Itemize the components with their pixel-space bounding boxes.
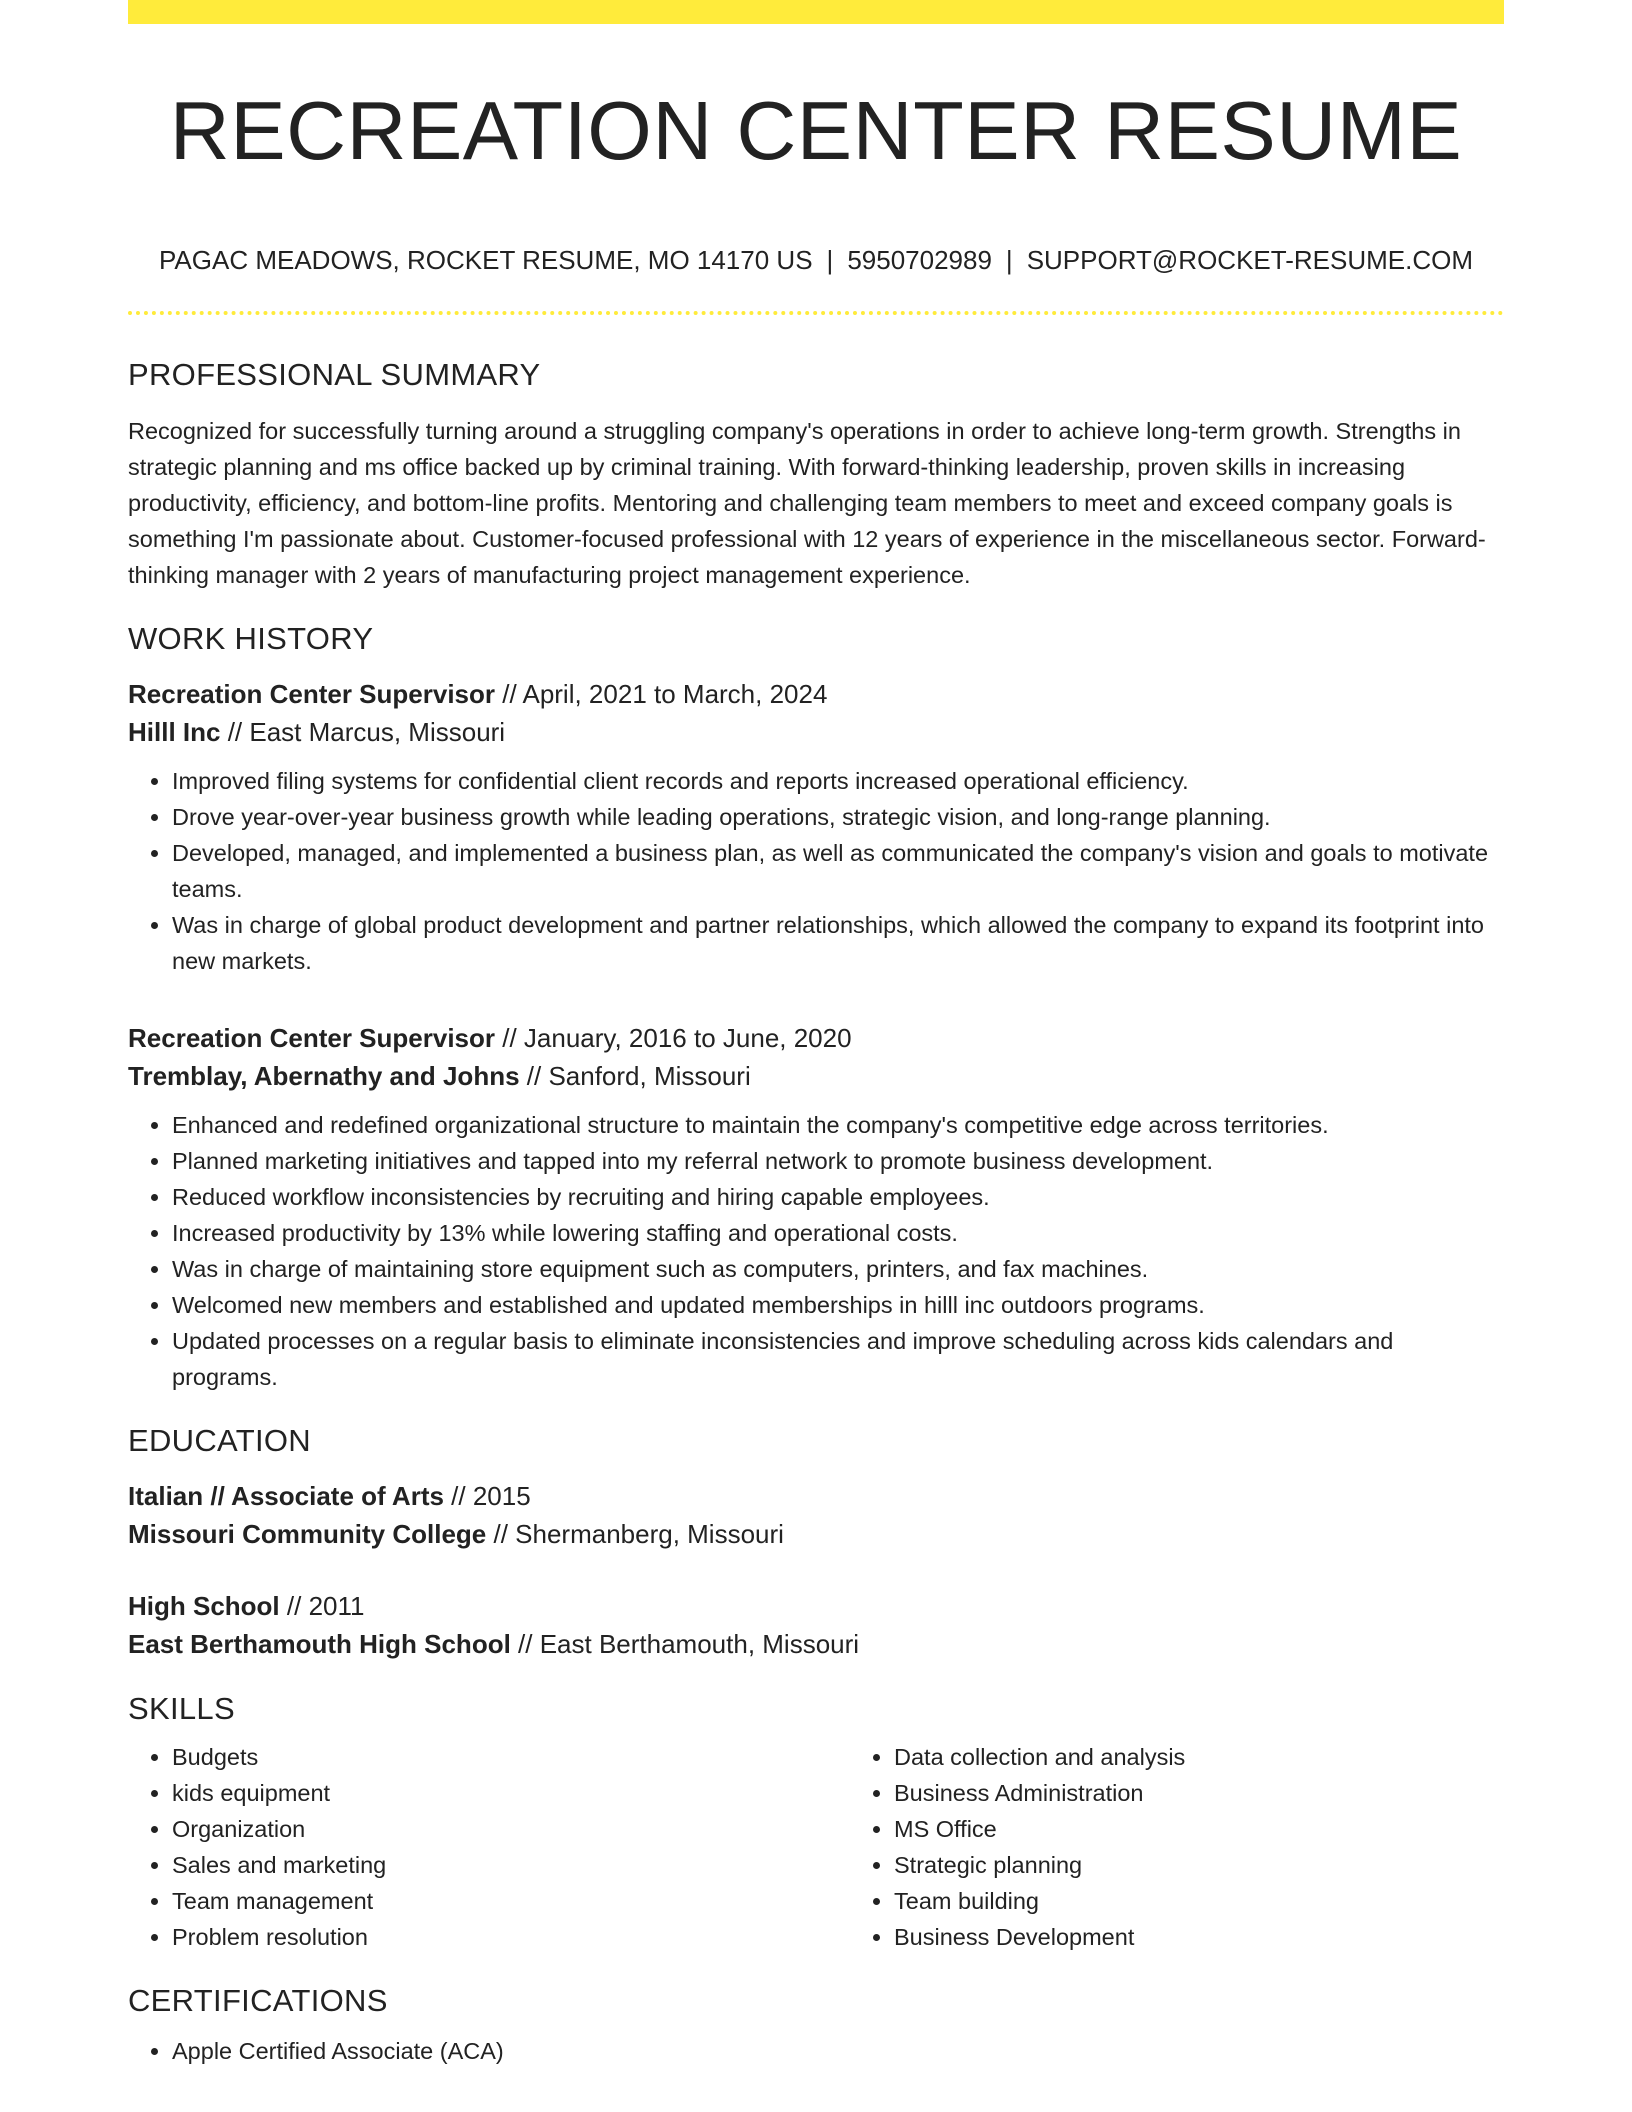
graduation-year: // 2011	[279, 1591, 365, 1621]
contact-separator: |	[1005, 245, 1013, 275]
degree-line	[128, 1477, 1504, 1515]
list-item: • Organization	[172, 1811, 850, 1847]
list-item: • Developed, managed, and implemented a business plan, as well as communicated the company's vision and goals to motivate teams.	[172, 835, 1504, 907]
job-title: Recreation Center Supervisor	[128, 679, 496, 709]
school-location: // East Berthamouth, Missouri	[510, 1629, 860, 1659]
job-location: // Sanford, Missouri	[519, 1061, 751, 1091]
job-company: Tremblay, Abernathy and Johns	[128, 1061, 520, 1091]
dotted-divider	[128, 311, 1504, 315]
contact-separator: |	[826, 245, 834, 275]
certifications-list	[128, 2033, 1504, 2069]
skills-section	[128, 1689, 1504, 1955]
list-item: • Business Development	[894, 1919, 1572, 1955]
school-line	[128, 1625, 1504, 1663]
contact-line	[128, 245, 1504, 275]
resume-title: RECREATION CENTER RESUME	[169, 84, 1463, 177]
education-entry	[128, 1587, 1504, 1663]
summary-heading: PROFESSIONAL SUMMARY	[128, 357, 541, 392]
list-item: • Team building	[894, 1883, 1572, 1919]
education-heading: EDUCATION	[128, 1423, 311, 1458]
job-entry	[128, 675, 1504, 979]
list-item: • Business Administration	[894, 1775, 1572, 1811]
list-item: • Was in charge of maintaining store equipment such as computers, printers, and fax machines.	[172, 1251, 1504, 1287]
skills-heading: SKILLS	[128, 1691, 235, 1726]
work-history-section	[128, 619, 1504, 1395]
job-bullets	[128, 1107, 1504, 1395]
graduation-year: // 2015	[443, 1481, 531, 1511]
job-entry	[128, 1019, 1504, 1395]
list-item: • Reduced workflow inconsistencies by recruiting and hiring capable employees.	[172, 1179, 1504, 1215]
contact-address: PAGAC MEADOWS, ROCKET RESUME, MO 14170 US	[159, 245, 813, 275]
degree-line	[128, 1587, 1504, 1625]
job-dates: // January, 2016 to June, 2020	[495, 1023, 852, 1053]
job-title-line	[128, 1019, 1504, 1057]
school-location: // Shermanberg, Missouri	[486, 1519, 784, 1549]
list-item: • Enhanced and redefined organizational structure to maintain the company's competitive edge across territories.	[172, 1107, 1504, 1143]
contact-email: SUPPORT@ROCKET-RESUME.COM	[1026, 245, 1473, 275]
list-item: • Strategic planning	[894, 1847, 1572, 1883]
summary-section	[128, 355, 1504, 593]
certifications-heading: CERTIFICATIONS	[128, 1983, 388, 2018]
list-item: • Sales and marketing	[172, 1847, 850, 1883]
school-name: East Berthamouth High School	[128, 1629, 511, 1659]
skills-list-left	[128, 1739, 850, 1955]
list-item: • Drove year-over-year business growth while leading operations, strategic vision, and long-range planning.	[172, 799, 1504, 835]
list-item: • Budgets	[172, 1739, 850, 1775]
list-item: • Apple Certified Associate (ACA)	[172, 2033, 1504, 2069]
education-entry	[128, 1477, 1504, 1553]
list-item: • Planned marketing initiatives and tapped into my referral network to promote business development.	[172, 1143, 1504, 1179]
education-section	[128, 1421, 1504, 1663]
work-history-heading: WORK HISTORY	[128, 621, 374, 656]
skills-columns	[128, 1739, 1504, 1955]
resume-content	[128, 0, 1504, 2069]
list-item: • kids equipment	[172, 1775, 850, 1811]
skills-list-right	[850, 1739, 1572, 1955]
school-name: Missouri Community College	[128, 1519, 487, 1549]
school-line	[128, 1515, 1504, 1553]
job-location: // East Marcus, Missouri	[220, 717, 506, 747]
degree: Italian // Associate of Arts	[128, 1481, 444, 1511]
job-company: Hilll Inc	[128, 717, 221, 747]
job-company-line	[128, 713, 1504, 751]
list-item: • Data collection and analysis	[894, 1739, 1572, 1775]
list-item: • Problem resolution	[172, 1919, 850, 1955]
job-dates: // April, 2021 to March, 2024	[495, 679, 828, 709]
list-item: • Updated processes on a regular basis to eliminate inconsistencies and improve scheduling across kids calendars and programs.	[172, 1323, 1504, 1395]
certifications-section	[128, 1981, 1504, 2069]
job-company-line	[128, 1057, 1504, 1095]
list-item: • Team management	[172, 1883, 850, 1919]
list-item: • Welcomed new members and established and updated memberships in hilll inc outdoors programs.	[172, 1287, 1504, 1323]
degree: High School	[128, 1591, 280, 1621]
job-title: Recreation Center Supervisor	[128, 1023, 496, 1053]
job-title-line	[128, 675, 1504, 713]
contact-phone: 5950702989	[847, 245, 992, 275]
list-item: • Increased productivity by 13% while lowering staffing and operational costs.	[172, 1215, 1504, 1251]
list-item: • MS Office	[894, 1811, 1572, 1847]
summary-text: Recognized for successfully turning around a struggling company's operations in order to achieve long-term growth. Strengths in strategic planning and ms office backed up by criminal training. With forward-thinking leadership, proven skills in increasing productivity, efficiency, and bottom-line profits. Mentoring and challenging team members to meet and exceed company goals is something I'm passionate about. Customer-focused professional with 12 years of experience in the miscellaneous sector. Forward-thinking manager with 2 years of manufacturing project management experience.	[128, 418, 1486, 588]
list-item: • Was in charge of global product development and partner relationships, which allowed the company to expand its footprint into new markets.	[172, 907, 1504, 979]
job-bullets	[128, 763, 1504, 979]
list-item: • Improved filing systems for confidential client records and reports increased operational efficiency.	[172, 763, 1504, 799]
